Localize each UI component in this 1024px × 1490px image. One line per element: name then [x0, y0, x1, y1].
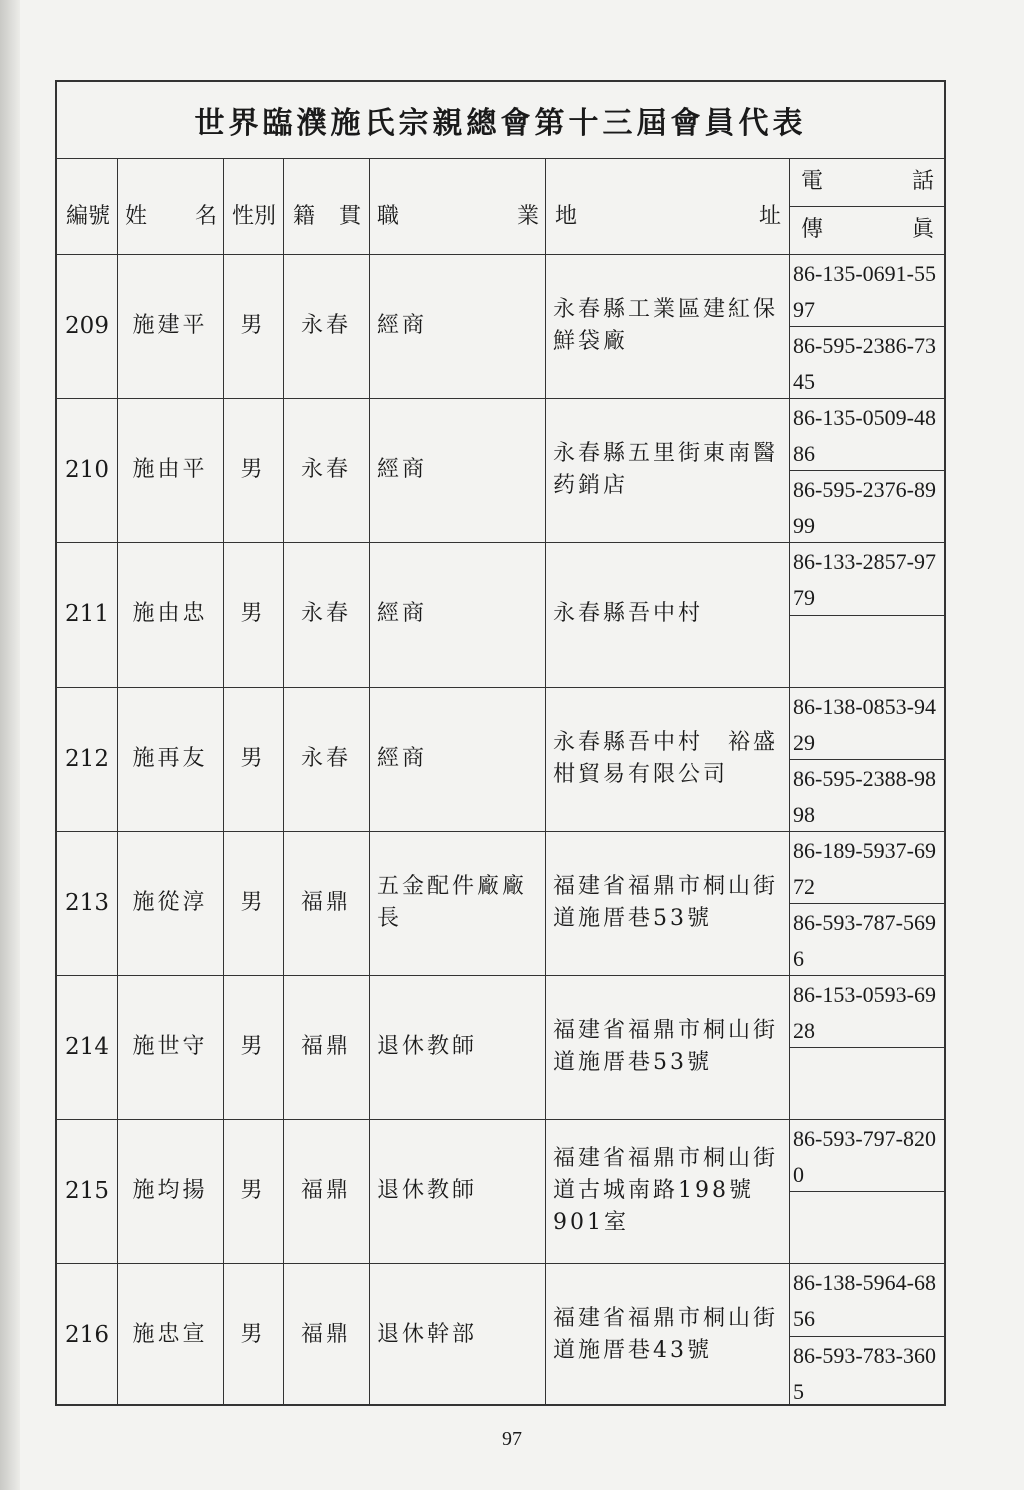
header-name — [119, 192, 223, 242]
row-divider — [57, 687, 944, 688]
cell-origin: 福鼎 — [300, 1034, 351, 1060]
cell-id: 216 — [65, 1322, 109, 1349]
cell-id: 214 — [65, 1034, 109, 1061]
header-occupation — [371, 192, 545, 242]
phone-fax-divider — [789, 615, 946, 616]
cell-phone: 86-138-5964-6856 — [793, 1270, 936, 1332]
cell-occupation: 退休幹部 — [377, 1322, 478, 1348]
header-name-label-2: 名 — [194, 204, 217, 229]
column-divider — [369, 158, 370, 1404]
header-origin-label-1: 籍 — [293, 204, 316, 229]
column-divider — [789, 158, 790, 1404]
cell-address: 福建省福鼎市桐山街道施厝巷53號 — [553, 873, 779, 931]
cell-origin: 福鼎 — [300, 1178, 351, 1204]
cell-fax: 86-595-2388-9898 — [793, 765, 936, 827]
cell-origin: 福鼎 — [300, 1322, 351, 1348]
cell-occupation: 五金配件廠廠長 — [377, 873, 528, 931]
cell-fax: 86-593-787-5696 — [793, 909, 936, 971]
phone-fax-divider — [789, 759, 946, 760]
cell-phone: 86-135-0691-5597 — [793, 261, 936, 322]
cell-occupation: 經商 — [377, 457, 428, 483]
cell-occupation: 經商 — [377, 745, 428, 771]
header-fax-label-1: 傳 — [801, 217, 824, 242]
row-divider — [57, 1119, 944, 1120]
cell-occupation: 經商 — [377, 313, 428, 339]
cell-gender: 男 — [240, 889, 266, 915]
cell-name: 施世守 — [132, 1034, 208, 1060]
page-spine-shadow — [0, 0, 20, 1490]
cell-gender: 男 — [240, 1178, 266, 1204]
phone-fax-divider — [789, 903, 946, 904]
phone-fax-header-divider — [789, 206, 946, 207]
cell-gender: 男 — [240, 457, 266, 483]
column-divider — [223, 158, 224, 1404]
title-divider — [57, 158, 944, 159]
header-phone-label-2: 話 — [911, 169, 934, 194]
cell-gender: 男 — [240, 601, 266, 627]
row-divider — [57, 542, 944, 543]
member-table — [55, 80, 946, 1406]
cell-fax — [790, 617, 945, 687]
header-divider — [57, 254, 944, 255]
cell-phone: 86-138-0853-9429 — [793, 693, 936, 755]
header-id-label: 編號 — [65, 204, 110, 229]
row-divider — [57, 1263, 944, 1264]
cell-fax: 86-595-2386-7345 — [793, 333, 936, 395]
cell-phone: 86-153-0593-6928 — [793, 982, 936, 1043]
cell-occupation: 退休教師 — [377, 1034, 478, 1060]
cell-address: 福建省福鼎市桐山街道施厝巷43號 — [553, 1306, 779, 1364]
cell-id: 209 — [65, 313, 109, 340]
cell-gender: 男 — [240, 745, 266, 771]
cell-phone: 86-593-797-8200 — [793, 1126, 936, 1188]
cell-phone: 86-135-0509-4886 — [793, 405, 936, 467]
cell-fax: 86-593-783-3605 — [793, 1342, 936, 1404]
cell-id: 213 — [65, 889, 109, 916]
header-phone — [791, 158, 944, 206]
row-divider — [57, 398, 944, 399]
column-divider — [545, 158, 546, 1404]
cell-address: 福建省福鼎市桐山街道施厝巷53號 — [553, 1018, 779, 1076]
header-phone-label-1: 電 — [801, 169, 824, 194]
cell-fax — [790, 1193, 945, 1263]
header-fax — [791, 207, 944, 253]
cell-name: 施均揚 — [132, 1178, 208, 1204]
cell-fax — [790, 1049, 945, 1119]
cell-fax: 86-595-2376-8999 — [793, 477, 936, 539]
cell-gender: 男 — [240, 313, 266, 339]
header-address — [547, 192, 789, 242]
page-title: 世界臨濮施氏宗親總會第十三屆會員代表 — [194, 106, 807, 141]
cell-address: 永春縣五里街東南醫药銷店 — [553, 441, 779, 499]
column-divider — [283, 158, 284, 1404]
cell-name: 施由平 — [132, 457, 208, 483]
cell-address: 永春縣工業區建紅保鮮袋廠 — [553, 297, 779, 355]
phone-fax-divider — [789, 1336, 946, 1337]
phone-fax-divider — [789, 1191, 946, 1192]
cell-name: 施建平 — [132, 313, 208, 339]
cell-occupation: 退休教師 — [377, 1178, 478, 1204]
cell-id: 210 — [65, 457, 109, 484]
row-divider — [57, 975, 944, 976]
header-origin-label-2: 貫 — [338, 204, 361, 229]
cell-name: 施忠宣 — [132, 1322, 208, 1348]
cell-phone: 86-133-2857-9779 — [793, 549, 936, 611]
page-number: 97 — [502, 1428, 522, 1450]
cell-origin: 永春 — [300, 457, 351, 483]
header-gender — [225, 192, 283, 242]
cell-occupation: 經商 — [377, 601, 428, 627]
cell-name: 施再友 — [132, 745, 208, 771]
cell-name: 施從淳 — [132, 889, 208, 915]
phone-fax-divider — [789, 1047, 946, 1048]
cell-id: 212 — [65, 745, 109, 772]
header-address-label-2: 址 — [758, 204, 781, 229]
cell-origin: 福鼎 — [300, 889, 351, 915]
header-fax-label-2: 眞 — [911, 217, 934, 242]
header-origin — [285, 192, 369, 242]
cell-address: 永春縣吾中村 — [553, 601, 704, 627]
phone-fax-divider — [789, 326, 946, 327]
cell-address: 福建省福鼎市桐山街道古城南路198號901室 — [553, 1146, 779, 1236]
cell-origin: 永春 — [300, 601, 351, 627]
header-address-label-1: 地 — [555, 204, 578, 229]
cell-gender: 男 — [240, 1322, 266, 1348]
cell-name: 施由忠 — [132, 601, 208, 627]
header-name-label-1: 姓 — [125, 204, 148, 229]
header-gender-label: 性別 — [231, 204, 276, 229]
header-occupation-label-1: 職 — [377, 204, 400, 229]
header-id — [59, 192, 117, 242]
cell-origin: 永春 — [300, 313, 351, 339]
column-divider — [117, 158, 118, 1404]
cell-origin: 永春 — [300, 745, 351, 771]
header-occupation-label-2: 業 — [516, 204, 539, 229]
cell-id: 211 — [65, 601, 109, 628]
cell-id: 215 — [65, 1178, 109, 1205]
row-divider — [57, 831, 944, 832]
phone-fax-divider — [789, 470, 946, 471]
cell-phone: 86-189-5937-6972 — [793, 837, 936, 899]
cell-gender: 男 — [240, 1034, 266, 1060]
cell-address: 永春縣吾中村 裕盛柑貿易有限公司 — [553, 729, 779, 787]
